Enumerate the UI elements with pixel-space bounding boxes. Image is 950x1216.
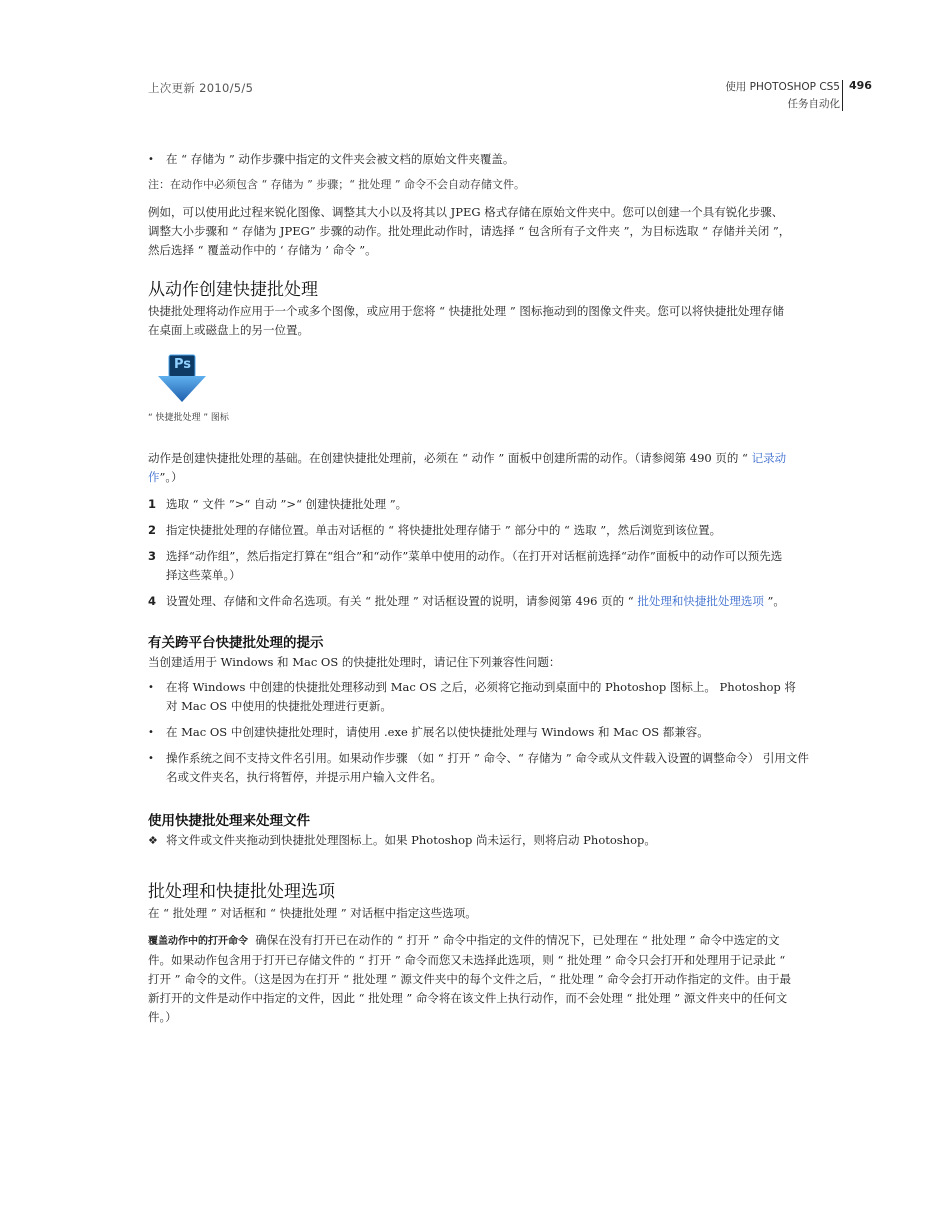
page-number: 496 <box>849 79 872 92</box>
step-diamond-icon: ❖ <box>148 834 158 847</box>
link-record-action-cont[interactable]: 作 <box>148 470 160 484</box>
term-override-open: 覆盖动作中的打开命令 <box>148 936 248 947</box>
link-batch-options[interactable]: 批处理和快捷批处理选项 <box>637 594 764 608</box>
step-4: 4 设置处理、存储和文件命名选项。有关 “ 批处理 ” 对话框设置的说明，请参阅第 496 页的 “ 批处理和快捷批处理选项 ”。 <box>148 594 785 608</box>
step-1: 1 选取 “ 文件 ”>“ 自动 ”>“ 创建快捷批处理 ”。 <box>148 497 408 511</box>
ps-logo-text: Ps <box>174 357 192 372</box>
cross-platform-bullet-1: • 在将 Windows 中创建的快捷批处理移动到 Mac OS 之后，必须将它拖动到桌面中的 Photoshop 图标上。 Photoshop 将 对 Mac OS 中使用的快捷批处理进行更新。 <box>148 680 796 713</box>
use-droplet-step: ❖ 将文件或文件夹拖动到快捷批处理图标上。如果 Photoshop 尚未运行，则将启动 Photoshop。 <box>148 831 840 850</box>
section-title-create-droplet: 从动作创建快捷批处理 <box>148 280 318 300</box>
bullet-mark: • <box>148 154 154 165</box>
last-updated: 上次更新 2010/5/5 <box>148 81 254 95</box>
cross-platform-intro: 当创建适用于 Windows 和 Mac OS 的快捷批处理时，请记住下列兼容性问题： <box>148 655 561 669</box>
override-open-definition: 覆盖动作中的打开命令 确保在没有打开已在动作的 “ 打开 ” 命令中指定的文件的情况下，已处理在 “ 批处理 ” 命令中选定的文 件。如果动作包含用于打开已存储文件的 “ 打开 ” 命令而您又未选择此选项，则 “ 批处理 ” 命令只会打开和处理用于记录此 “ 打开 ” 命令的文件。（这是因为在打开 “ 批处理 ” 源文件夹中的每个文件之后，“ 批处理 ” 命令会打开动作指定的文件。由于最 新打开的文件是动作中指定的文件，因此 “ 批处理 ” 命令将在该文件上执行动作，而不会处理 “ 批处理 ” 源文件夹中的任何文 件。） <box>148 933 792 1024</box>
link-record-action[interactable]: 记录动 <box>751 451 787 465</box>
cross-platform-bullet-2: • 在 Mac OS 中创建快捷批处理时，请使用 .exe 扩展名以使快捷批处理与 Windows 和 Mac OS 都兼容。 <box>148 725 709 739</box>
step-2: 2 指定快捷批处理的存储位置。单击对话框的 “ 将快捷批处理存储于 ” 部分中的 “ 选取 ”，然后浏览到该位置。 <box>148 523 722 537</box>
note: 注：在动作中必须包含 “ 存储为 ” 步骤；“ 批处理 ” 命令不会自动存储文件。 <box>148 178 525 191</box>
icon-caption: “ 快捷批处理 ” 图标 <box>148 413 229 423</box>
cross-platform-bullet-3: • 操作系统之间不支持文件名引用。如果动作步骤 （如 “ 打开 ” 命令、“ 存储为 ” 命令或从文件载入设置的调整命令） 引用文件 名或文件夹名，执行将暂停，并提示用户输入文件名。 <box>148 751 809 784</box>
running-header <box>725 79 840 113</box>
batch-options-intro: 在 “ 批处理 ” 对话框和 “ 快捷批处理 ” 对话框中指定这些选项。 <box>148 906 477 920</box>
section-title-batch-options: 批处理和快捷批处理选项 <box>148 882 335 902</box>
example-paragraph: 例如，可以使用此过程来锐化图像、调整其大小以及将其以 JPEG 格式存储在原始文件夹中。您可以创建一个具有锐化步骤、 调整大小步骤和 “ 存储为 JPEG” 步骤的动作。批处理此动作时，请选择 “ 包含所有子文件夹 ”，为目标选取 “ 存储并关闭 ”， 然后选择 “ 覆盖动作中的 ‘ 存储为 ’ 命令 ”。 <box>148 205 791 257</box>
droplet-description: 快捷批处理将动作应用于一个或多个图像，或应用于您将 “ 快捷批处理 ” 图标拖动到的图像文件夹。您可以将快捷批处理存储 在桌面上或磁盘上的另一位置。 <box>148 304 784 337</box>
header-divider <box>842 80 843 111</box>
section-title-use-droplet: 使用快捷批处理来处理文件 <box>148 813 310 829</box>
droplet-basis-paragraph: 动作是创建快捷批处理的基础。在创建快捷批处理前，必须在 “ 动作 ” 面板中创建所需的动作。（请参阅第 490 页的 “ 记录动 作”。） <box>148 451 787 484</box>
chapter-name: 任务自动化 <box>787 98 840 110</box>
step-3: 3 选择“动作组”，然后指定打算在“组合”和“动作”菜单中使用的动作。（在打开对话框前选择“动作”面板中的动作可以预先选 择这些菜单。） <box>148 549 783 582</box>
product-name: 使用 PHOTOSHOP CS5 <box>725 81 840 93</box>
droplet-icon <box>156 354 208 404</box>
intro-bullet: • 在 “ 存储为 ” 动作步骤中指定的文件夹会被文档的原始文件夹覆盖。 <box>148 150 840 169</box>
page-content <box>148 150 840 1027</box>
section-title-cross-platform: 有关跨平台快捷批处理的提示 <box>148 635 324 651</box>
